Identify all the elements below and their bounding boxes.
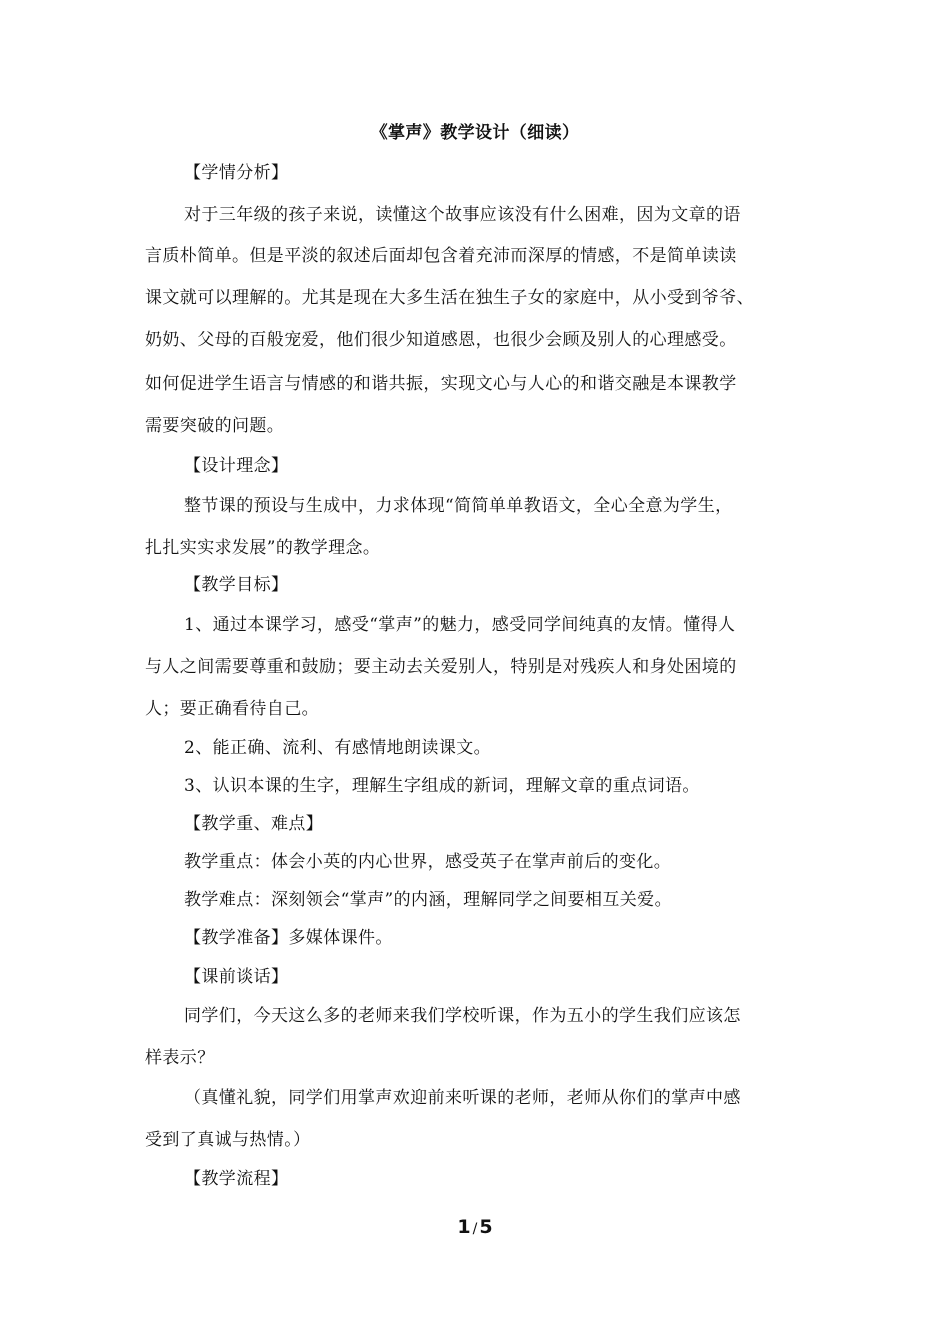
paragraph-line: 奶奶、父母的百般宠爱，他们很少知道感恩，也很少会顾及别人的心理感受。 [145,330,737,350]
paragraph-line: 如何促进学生语言与情感的和谐共振，实现文心与人心的和谐交融是本课教学 [145,374,737,394]
paragraph-line: 与人之间需要尊重和鼓励；要主动去关爱别人，特别是对残疾人和身处困境的 [145,657,737,677]
paragraph-line: 扎扎实实求发展”的教学理念。 [145,538,381,558]
heading-key-difficult-points: 【教学重、难点】 [184,814,324,834]
paragraph-line: 人；要正确看待自己。 [145,699,319,719]
paragraph-line: 对于三年级的孩子来说，读懂这个故事应该没有什么困难，因为文章的语 [184,205,741,225]
page-total: 5 [479,1216,493,1238]
paragraph-line: 2、能正确、流利、有感情地朗读课文。 [184,738,492,758]
heading-teaching-process: 【教学流程】 [184,1169,289,1189]
paragraph-line: 受到了真诚与热情。） [145,1130,311,1150]
paragraph-line: 1、通过本课学习，感受“掌声”的魅力，感受同学间纯真的友情。懂得人 [184,615,736,635]
paragraph-line: 言质朴简单。但是平淡的叙述后面却包含着充沛而深厚的情感，不是简单读读 [145,246,737,266]
document-title: 《掌声》教学设计（细读） [370,123,580,143]
page-number [0,1214,950,1242]
heading-teaching-preparation: 【教学准备】多媒体课件。 [184,928,393,948]
paragraph-line: 样表示？ [145,1048,215,1068]
paragraph-line: 整节课的预设与生成中，力求体现“简简单单教语文，全心全意为学生， [184,496,733,516]
paragraph-line: 课文就可以理解的。尤其是现在大多生活在独生子女的家庭中，从小受到爷爷、 [145,288,754,308]
heading-learning-analysis: 【学情分析】 [184,163,289,183]
heading-design-concept: 【设计理念】 [184,456,289,476]
page-separator: / [472,1221,478,1237]
page-current: 1 [457,1216,471,1238]
paragraph-line: 教学难点：深刻领会“掌声”的内涵，理解同学之间要相互关爱。 [184,890,672,910]
paragraph-line: 3、认识本课的生字，理解生字组成的新词，理解文章的重点词语。 [184,776,700,796]
paragraph-line: （真懂礼貌，同学们用掌声欢迎前来听课的老师，老师从你们的掌声中感 [184,1088,741,1108]
paragraph-line: 需要突破的问题。 [145,416,285,436]
paragraph-line: 同学们，今天这么多的老师来我们学校听课，作为五小的学生我们应该怎 [184,1006,741,1026]
heading-pre-class-talk: 【课前谈话】 [184,967,289,987]
paragraph-line: 教学重点：体会小英的内心世界，感受英子在掌声前后的变化。 [184,852,672,872]
heading-teaching-objectives: 【教学目标】 [184,575,289,595]
